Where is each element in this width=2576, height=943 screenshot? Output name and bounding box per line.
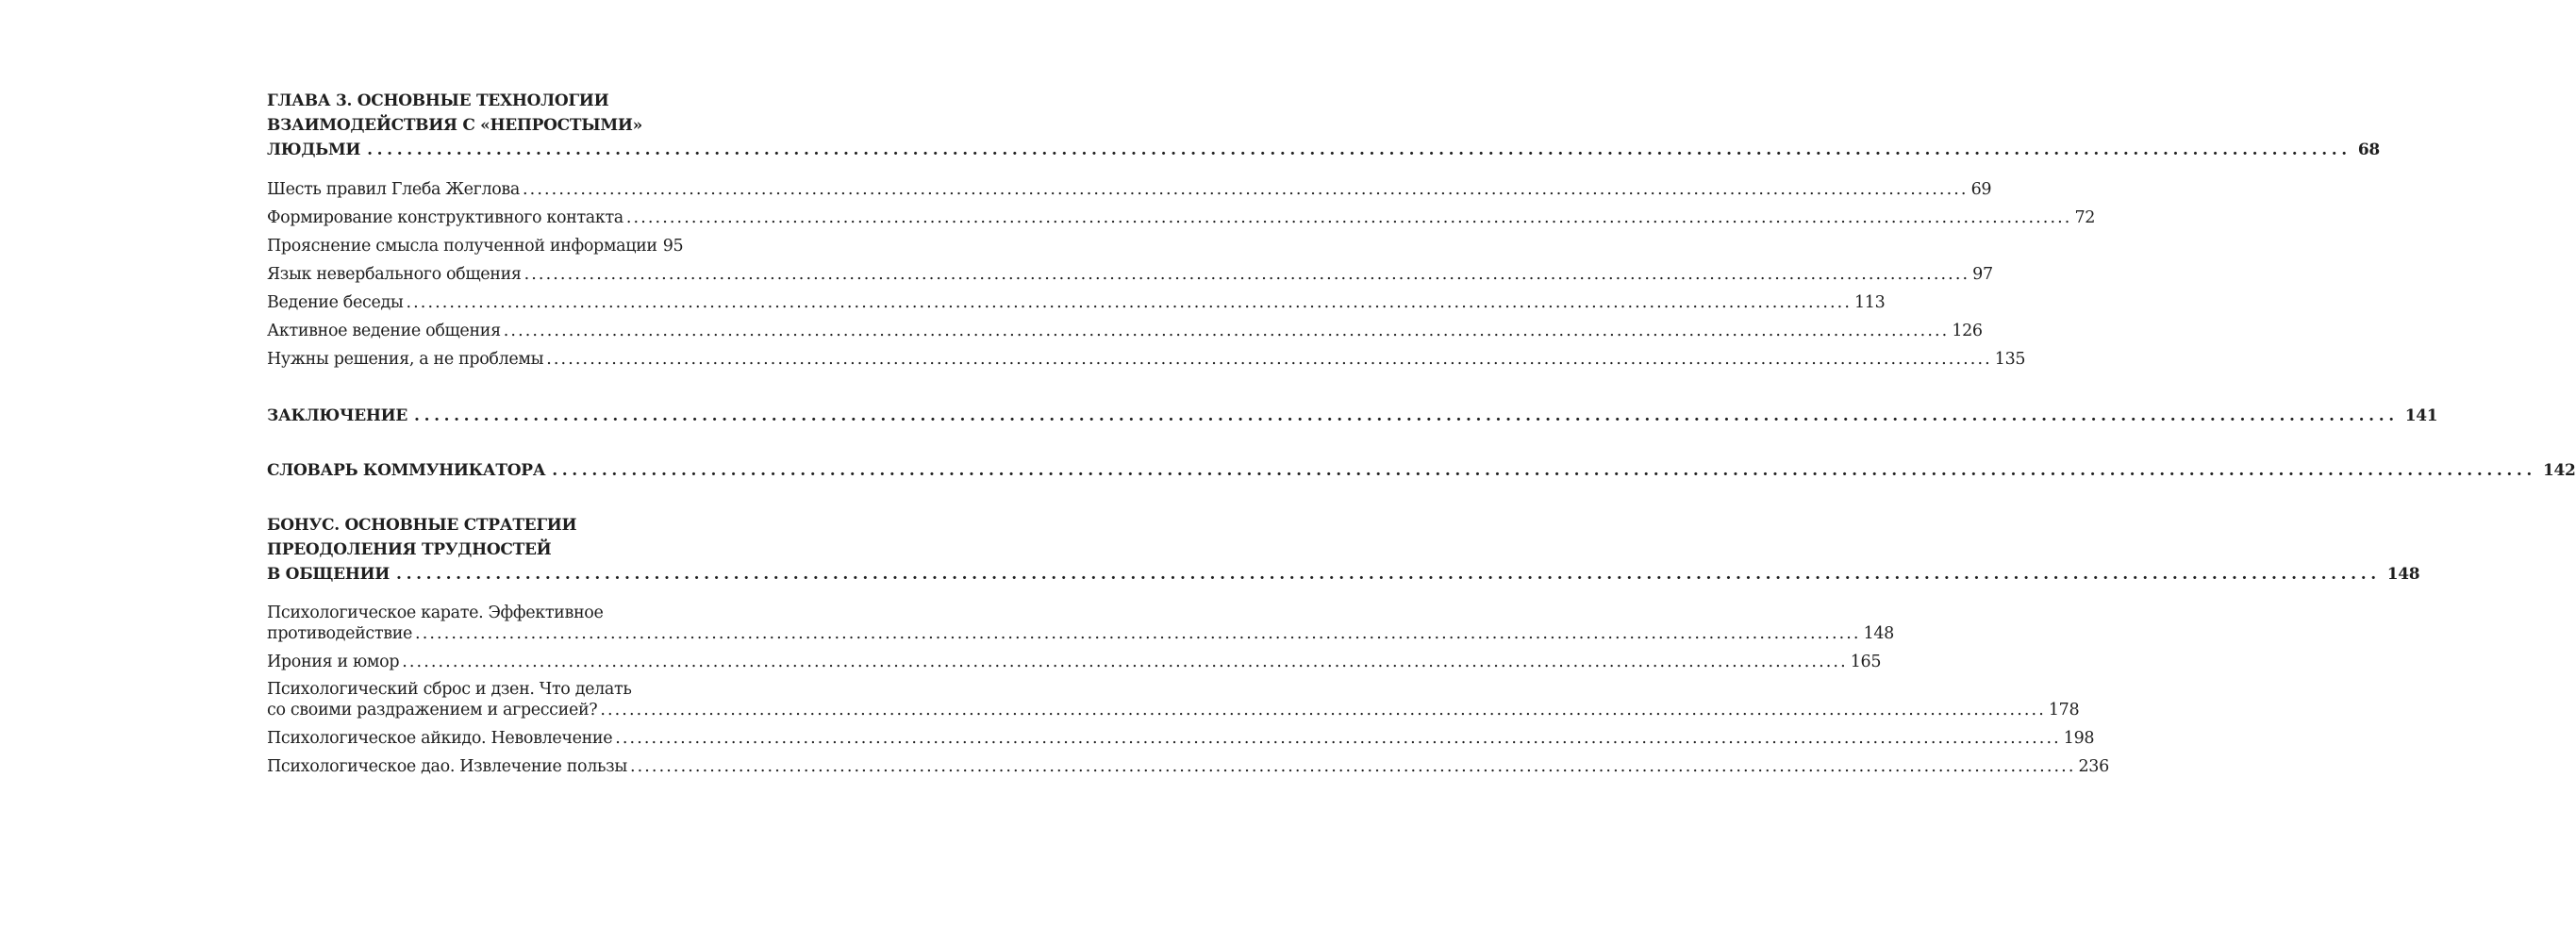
toc-heading-line: БОНУС. ОСНОВНЫЕ СТРАТЕГИИ [267, 516, 577, 535]
toc-item-title: Шесть правил Глеба Жеглова [267, 180, 521, 199]
page-number: 97 [1972, 265, 1993, 284]
toc-item[interactable] [267, 232, 682, 260]
dot-leader: ........................................................................................................................................................................................................ [625, 208, 2072, 227]
toc-bonus-heading[interactable] [267, 513, 2420, 587]
toc-item-title: со своими раздражением и агрессией? [267, 701, 598, 720]
dot-leader: ........................................................................................................................................................................................................ [503, 322, 1950, 340]
toc-item[interactable] [267, 175, 1992, 204]
dot-leader: ........................................................................................................................................................................................................ [523, 180, 1969, 199]
toc-item-title: Язык невербального общения [267, 265, 522, 284]
toc-item[interactable] [267, 260, 1993, 289]
toc-item[interactable] [267, 648, 1882, 676]
page-number: 72 [2074, 208, 2096, 227]
dot-leader: ........................................................................................................................................................................................................ [367, 141, 2352, 159]
page-number: 126 [1952, 322, 1983, 340]
toc-item-title: Формирование конструктивного контакта [267, 208, 623, 227]
toc-item[interactable] [267, 753, 2109, 781]
toc-item[interactable] [267, 289, 1886, 317]
toc-item-title: Психологическое дао. Извлечение пользы [267, 757, 627, 776]
page-number: 142 [2542, 461, 2576, 480]
toc-item-title: Активное ведение общения [267, 322, 501, 340]
page-number: 198 [2063, 729, 2095, 748]
toc-item-title: Ирония и юмор [267, 653, 400, 671]
page-number: 68 [2357, 141, 2380, 159]
toc-conclusion[interactable] [267, 404, 2438, 428]
toc-heading-line: ЗАКЛЮЧЕНИЕ [267, 406, 408, 425]
dot-leader: ........................................................................................................................................................................................................ [600, 701, 2046, 720]
page-number: 148 [1863, 624, 1894, 643]
table-of-contents [267, 89, 2576, 781]
dot-leader: ........................................................................................................................................................................................................ [552, 461, 2536, 480]
dot-leader: ........................................................................................................................................................................................................ [406, 293, 1853, 312]
toc-item-title: противодействие [267, 624, 413, 643]
page-number: 165 [1850, 653, 1882, 671]
toc-heading-line: СЛОВАРЬ КОММУНИКАТОРА [267, 461, 546, 480]
toc-heading-line: ВЗАИМОДЕЙСТВИЯ С «НЕПРОСТЫМИ» [267, 116, 642, 135]
toc-item-title: Психологическое айкидо. Невовлечение [267, 729, 613, 748]
toc-item[interactable] [267, 724, 2095, 753]
page-number: 69 [1970, 180, 1992, 199]
toc-item-title-line: Психологический сброс и дзен. Что делать [267, 680, 632, 699]
toc-item[interactable] [267, 600, 1894, 648]
page-number: 141 [2404, 406, 2438, 425]
page-number: 178 [2048, 701, 2080, 720]
dot-leader: ........................................................................................................................................................................................................ [615, 729, 2061, 748]
toc-item-title: Ведение беседы [267, 293, 404, 312]
toc-item-title-line: Психологическое карате. Эффективное [267, 604, 604, 622]
page-number: 148 [2386, 565, 2420, 584]
dot-leader: ........................................................................................................................................................................................................ [546, 350, 1992, 369]
toc-heading-line: ГЛАВА 3. ОСНОВНЫЕ ТЕХНОЛОГИИ [267, 91, 609, 110]
dot-leader: ........................................................................................................................................................................................................ [415, 624, 1861, 643]
toc-item[interactable] [267, 345, 2026, 373]
toc-chapter-3-heading[interactable] [267, 89, 2380, 162]
page-number: 113 [1854, 293, 1886, 312]
dot-leader: ........................................................................................................................................................................................................ [414, 406, 2399, 425]
dot-leader: ........................................................................................................................................................................................................ [524, 265, 1970, 284]
toc-heading-line: ПРЕОДОЛЕНИЯ ТРУДНОСТЕЙ [267, 540, 552, 559]
dot-leader: ........................................................................................................................................................................................................ [629, 757, 2076, 776]
dot-leader: ........................................................................................................................................................................................................ [396, 565, 2381, 584]
toc-item[interactable] [267, 204, 2096, 232]
dot-leader: ........................................................................................................................................................................................................ [402, 653, 1848, 671]
toc-item-title: Нужны решения, а не проблемы [267, 350, 544, 369]
toc-item-title: Прояснение смысла полученной информации [267, 237, 657, 256]
toc-glossary[interactable] [267, 458, 2576, 483]
page-number: 95 [662, 237, 684, 256]
page-number: 236 [2078, 757, 2109, 776]
toc-item[interactable] [267, 676, 2080, 724]
toc-heading-line: ЛЮДЬМИ [267, 141, 361, 159]
page-number: 135 [1994, 350, 2026, 369]
toc-heading-line: В ОБЩЕНИИ [267, 565, 391, 584]
toc-item[interactable] [267, 317, 1983, 345]
